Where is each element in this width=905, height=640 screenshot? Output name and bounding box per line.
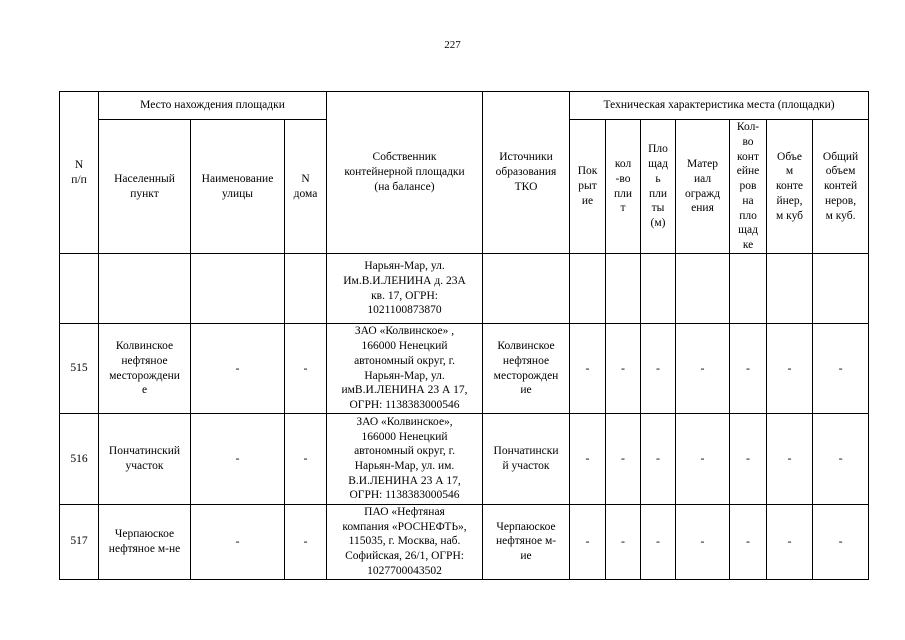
cell-container-volume: [767, 254, 813, 324]
header-container-volume-text: Объе м конте йнер, м куб: [775, 150, 804, 222]
cell-house: -: [285, 324, 327, 414]
table-row: [60, 505, 869, 580]
cell-settlement: Черпаюское нефтяное м-не: [99, 505, 191, 580]
header-container-count: [730, 120, 767, 254]
header-location-group: [99, 92, 327, 120]
table-row: [60, 414, 869, 505]
header-surface-text: Пок рыт ие: [577, 165, 598, 207]
header-container-count-text: Кол- во конт ейне ров на пло щад ке: [736, 121, 760, 252]
header-tech-group: [570, 92, 869, 120]
header-surface: [570, 120, 606, 254]
cell-slab-area: [641, 254, 676, 324]
cell-container-count: -: [730, 324, 767, 414]
cell-house: [285, 254, 327, 324]
page-number: 227: [444, 39, 461, 51]
header-row-number-text: N п/п: [71, 158, 87, 186]
cell-slab-count: -: [606, 324, 641, 414]
cell-container-count: [730, 254, 767, 324]
header-fence-material-text: Матер иал огражд ения: [684, 158, 721, 215]
header-container-volume: [767, 120, 813, 254]
cell-settlement: [99, 254, 191, 324]
cell-house: -: [285, 505, 327, 580]
cell-street: -: [191, 414, 285, 505]
header-slab-count: [606, 120, 641, 254]
cell-sources: [483, 254, 570, 324]
header-street: [191, 120, 285, 254]
header-total-volume: [813, 120, 869, 254]
cell-num: 516: [60, 414, 99, 505]
cell-container-count: -: [730, 505, 767, 580]
cell-num: 517: [60, 505, 99, 580]
header-house-text: N дома: [293, 172, 318, 200]
cell-settlement: Колвинское нефтяное месторождени е: [99, 324, 191, 414]
cell-slab-area: -: [641, 324, 676, 414]
header-sources: [483, 92, 570, 254]
cell-total-volume: [813, 254, 869, 324]
cell-owner: Нарьян-Мар, ул. Им.В.И.ЛЕНИНА д. 23А кв. 17, ОГРН: 1021100873870: [327, 254, 483, 324]
cell-surface: -: [570, 324, 606, 414]
header-row-number: [60, 92, 99, 254]
cell-container-volume: -: [767, 414, 813, 505]
cell-container-count: -: [730, 414, 767, 505]
header-house: [285, 120, 327, 254]
cell-fence-material: -: [676, 414, 730, 505]
cell-surface: -: [570, 505, 606, 580]
cell-total-volume: -: [813, 324, 869, 414]
cell-street: [191, 254, 285, 324]
cell-slab-area: -: [641, 414, 676, 505]
header-slab-count-text: кол -во пли т: [613, 158, 633, 215]
cell-sources: Колвинское нефтяное месторожден ие: [483, 324, 570, 414]
table-row: [60, 324, 869, 414]
header-total-volume-text: Общий объем контей неров, м куб.: [822, 150, 859, 222]
cell-surface: [570, 254, 606, 324]
cell-slab-count: [606, 254, 641, 324]
cell-fence-material: -: [676, 505, 730, 580]
cell-owner: ЗАО «Колвинское», 166000 Ненецкий автономный округ, г. Нарьян-Мар, ул. им. В.И.ЛЕНИНА 23 А 17, ОГРН: 1138383000546: [327, 414, 483, 505]
header-fence-material: [676, 120, 730, 254]
cell-fence-material: [676, 254, 730, 324]
header-settlement-text: Населенный пункт: [114, 172, 175, 200]
header-location-group-text: Место нахождения площадки: [140, 99, 285, 112]
cell-house: -: [285, 414, 327, 505]
cell-owner: ПАО «Нефтяная компания «РОСНЕФТЬ», 115035, г. Москва, наб. Софийская, 26/1, ОГРН: 1027700043502: [327, 505, 483, 580]
cell-sources: Черпаюское нефтяное м- ие: [483, 505, 570, 580]
header-tech-group-text: Техническая характеристика места (площадки): [603, 99, 835, 112]
cell-slab-area: -: [641, 505, 676, 580]
header-street-text: Наименование улицы: [201, 172, 274, 200]
cell-total-volume: -: [813, 414, 869, 505]
cell-street: -: [191, 505, 285, 580]
cell-sources: Пончатински й участок: [483, 414, 570, 505]
header-slab-area: [641, 120, 676, 254]
cell-num: [60, 254, 99, 324]
table-row: [60, 254, 869, 324]
cell-settlement: Пончатинский участок: [99, 414, 191, 505]
cell-total-volume: -: [813, 505, 869, 580]
cell-owner: ЗАО «Колвинское» , 166000 Ненецкий автономный округ, г. Нарьян-Мар, ул. имВ.И.ЛЕНИНА 23 А 17, ОГРН: 1138383000546: [327, 324, 483, 414]
cell-num: 515: [60, 324, 99, 414]
header-owner: [327, 92, 483, 254]
cell-street: -: [191, 324, 285, 414]
cell-container-volume: -: [767, 324, 813, 414]
header-row-top: [60, 92, 869, 120]
header-owner-text: Собственник контейнерной площадки (на балансе): [344, 151, 465, 193]
cell-slab-count: -: [606, 414, 641, 505]
waste-sites-table: [59, 91, 869, 580]
cell-surface: -: [570, 414, 606, 505]
cell-fence-material: -: [676, 324, 730, 414]
header-sources-text: Источники образования ТКО: [495, 151, 557, 193]
cell-container-volume: -: [767, 505, 813, 580]
header-settlement: [99, 120, 191, 254]
cell-slab-count: -: [606, 505, 641, 580]
header-slab-area-text: Пло щад ь пли ты (м): [648, 143, 668, 229]
